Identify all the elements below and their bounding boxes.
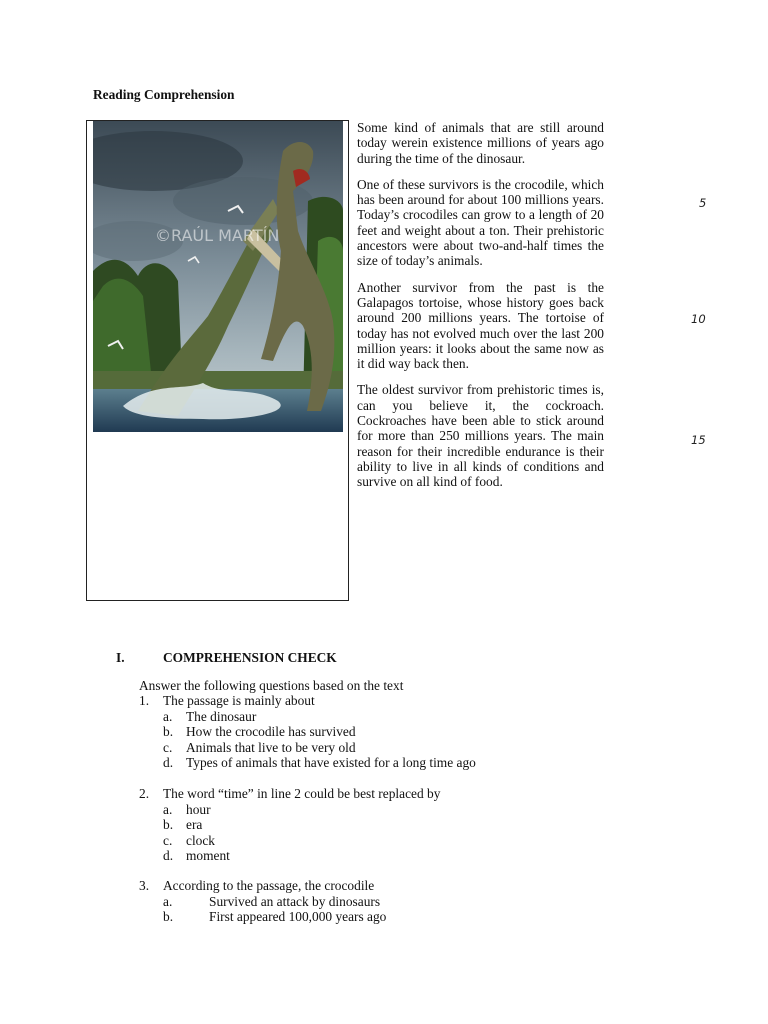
passage-paragraph-4: The oldest survivor from prehistoric times is, can you believe it, the cockroach. Cockroaches have been able to stick around for more than 250 millions years. The main reason for their incredible endurance is their ability to live in all kinds of conditions and survive on all kind of food. bbox=[357, 382, 604, 490]
line-number: 5 bbox=[699, 196, 707, 210]
crocodile-dinosaur-illustration bbox=[93, 121, 343, 432]
passage-paragraph-1: Some kind of animals that are still around today werein existence millions of years ago during the time of the dinosaur. bbox=[357, 120, 604, 166]
question-number: 3. bbox=[139, 878, 150, 893]
line-number: 15 bbox=[691, 433, 706, 447]
question-number: 2. bbox=[139, 786, 150, 801]
instructions: Answer the following questions based on the text bbox=[139, 678, 404, 693]
question-number: 1. bbox=[139, 693, 150, 708]
section-number: I. bbox=[116, 650, 125, 665]
section-title: COMPREHENSION CHECK bbox=[163, 650, 337, 665]
question-text: The passage is mainly about bbox=[163, 693, 315, 708]
question-text: According to the passage, the crocodile bbox=[163, 878, 375, 893]
passage-paragraph-2: One of these survivors is the crocodile, which has been around for about 100 millions years. Today’s crocodiles can grow to a length of 20 feet and weight about a ton. Their prehistoric ancestors were about two-and-half times the size of today’s animals. bbox=[357, 176, 604, 269]
question-text: The word “time” in line 2 could be best replaced by bbox=[163, 786, 441, 801]
figure-frame bbox=[86, 120, 349, 601]
page-title: Reading Comprehension bbox=[93, 87, 235, 102]
passage-paragraph-3: Another survivor from the past is the Galapagos tortoise, whose history goes back around 200 millions years. The tortoise of today has not evolved much over the last 200 million years: it looks about the same now as it did way back then. bbox=[357, 279, 604, 372]
reading-passage bbox=[357, 120, 604, 501]
watermark-text: ©RAÚL MARTÍN bbox=[155, 226, 280, 245]
line-number: 10 bbox=[691, 312, 706, 326]
